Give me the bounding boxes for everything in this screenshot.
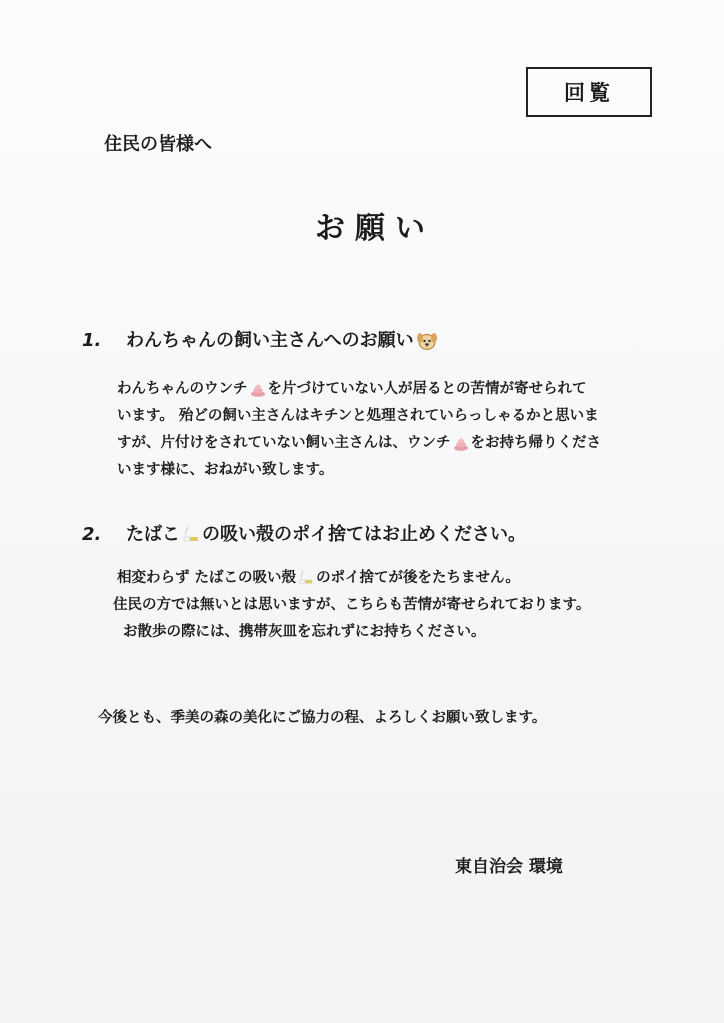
section2-line3: お散歩の際には、携帯灰皿を忘れずにお持ちください。 xyxy=(123,624,486,640)
section2-heading-a: たばこ xyxy=(126,524,180,545)
section2-body xyxy=(113,565,591,646)
section2-number: 2. xyxy=(82,524,102,545)
section1-line4: います様に、おねがい致します。 xyxy=(117,462,334,478)
section1-line3 xyxy=(117,430,601,457)
addressee: 住民の皆様へ xyxy=(104,134,212,155)
section1-heading xyxy=(82,326,440,352)
section1-heading-text: わんちゃんの飼い主さんへのお願い xyxy=(126,330,414,351)
section1-line2: います。 殆どの飼い主さんはキチンと処理されていらっしゃるかと思いま xyxy=(117,408,599,424)
section2-heading xyxy=(82,520,526,546)
section1-line1-b: を片づけていない人が居るとの苦情が寄せられて xyxy=(267,381,587,397)
cigarette-icon xyxy=(298,570,314,586)
section2-line1-b: のポイ捨てが後をたちません。 xyxy=(316,570,520,586)
closing-text: 今後とも、季美の森の美化にご協力の程、よろしくお願い致します。 xyxy=(98,710,547,726)
page-title: お願い xyxy=(315,211,435,246)
signature: 東自治会 環境 xyxy=(455,857,563,877)
section2-line2: 住民の方では無いとは思いますが、こちらも苦情が寄せられております。 xyxy=(113,597,591,613)
dog-face-icon xyxy=(416,331,438,351)
circulation-stamp xyxy=(526,67,652,117)
section1-body xyxy=(117,376,601,484)
section2-line1-a: 相変わらず たばこの吸い殻 xyxy=(117,570,297,586)
section1-line3-a: すが、片付けをされていない飼い主さんは、ウンチ xyxy=(117,435,451,451)
poop-icon xyxy=(453,436,469,451)
stamp-text: 回覧 xyxy=(564,81,614,105)
section1-line1-a: わんちゃんのウンチ xyxy=(117,381,248,397)
poop-icon xyxy=(250,382,266,397)
section1-number: 1. xyxy=(82,330,102,351)
cigarette-icon xyxy=(182,526,200,544)
section1-line1 xyxy=(117,376,601,403)
section2-heading-b: の吸い殻のポイ捨てはお止めください。 xyxy=(202,524,526,545)
section1-line3-b: をお持ち帰りくださ xyxy=(470,435,601,451)
section2-line1 xyxy=(117,565,590,592)
